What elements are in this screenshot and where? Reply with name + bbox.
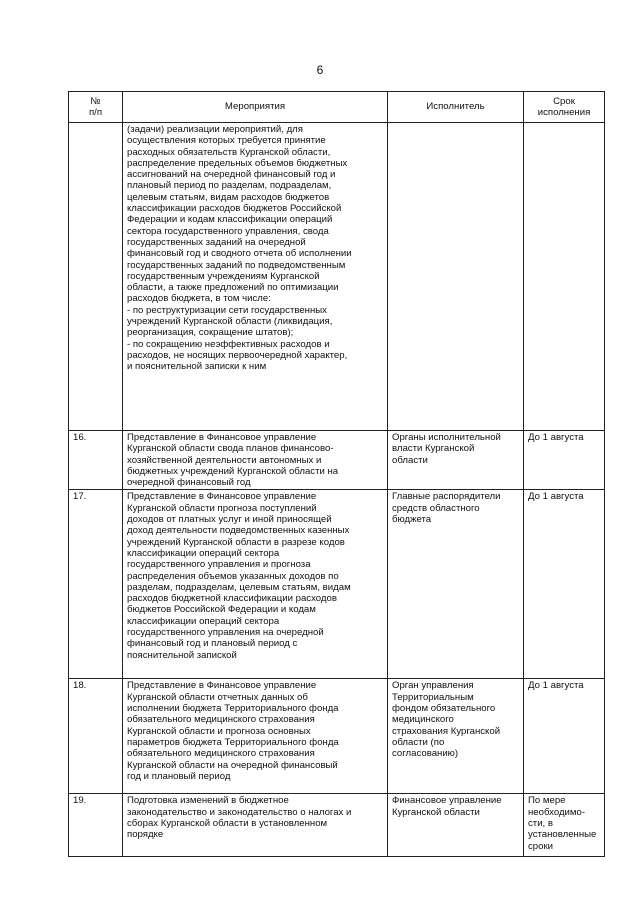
row-deadline: До 1 августа: [524, 490, 605, 679]
header-activity: Мероприятия: [123, 92, 388, 123]
activities-table: [68, 91, 605, 857]
row-activity: Подготовка изменений в бюджетное законодательство и законодательство о налогах и сборах Курганской области в установленном порядке: [123, 794, 388, 857]
table-row: [69, 679, 605, 794]
row-executor: Орган управления Территориальным фондом обязательного медицинского страхования Курганской области (по согласованию): [388, 679, 524, 794]
header-executor: Исполнитель: [388, 92, 524, 123]
row-deadline: По мере необходимо- сти, в установленные сроки: [524, 794, 605, 857]
table-header-row: [69, 92, 605, 123]
header-num: № п/п: [69, 92, 123, 123]
row-num: 19.: [69, 794, 123, 857]
row-activity: (задачи) реализации мероприятий, для осуществления которых требуется принятие расходных обязательств Курганской области, распределение предельных объемов бюджетных ассигнований на очередной финансовый год и плановый период по разделам, подразделам, целевым статьям, видам расходов бюджетов классификации расходов бюджетов Российской Федерации и кодам классификации операций сектора государственного управления, свода государственных заданий на очередной финансовый год и сводного отчета об исполнении государственных заданий по подведомственным государственным учреждениям Курганской области, а также предложений по оптимизации расходов бюджета, в том числе: - по реструктуризации сети государственных учреждений Курганской области (ликвидация, реорганизация, сокращение штатов); - по сокращению неэффективных расходов и расходов, не носящих первоочередной характер, и пояснительной записки к ним: [123, 123, 388, 431]
table-row: [69, 794, 605, 857]
row-deadline: До 1 августа: [524, 679, 605, 794]
table-row: [69, 123, 605, 431]
row-deadline: [524, 123, 605, 431]
table-row: [69, 431, 605, 490]
page-number: 6: [316, 63, 324, 77]
row-activity: Представление в Финансовое управление Курганской области прогноза поступлений доходов от платных услуг и иной приносящей доход деятельности подведомственных казенных учреждений Курганской области в разрезе кодов классификации операций сектора государственного управления и прогноза распределения объемов указанных доходов по разделам, подразделам, целевым статьям, видам расходов бюджетной классификации расходов бюджетов Российской Федерации и кодам классификации операций сектора государственного управления на очередной финансовый год и плановый период с пояснительной запиской: [123, 490, 388, 679]
row-num: 18.: [69, 679, 123, 794]
row-num: [69, 123, 123, 431]
header-deadline: Срок исполнения: [524, 92, 605, 123]
row-executor: Финансовое управление Курганской области: [388, 794, 524, 857]
row-num: 17.: [69, 490, 123, 679]
row-num: 16.: [69, 431, 123, 490]
row-executor: Органы исполнительной власти Курганской области: [388, 431, 524, 490]
row-activity: Представление в Финансовое управление Курганской области отчетных данных об исполнении бюджета Территориального фонда обязательного медицинского страхования Курганской области и прогноза основных параметров бюджета Территориального фонда обязательного медицинского страхования Курганской области на очередной финансовый год и плановый период: [123, 679, 388, 794]
row-deadline: До 1 августа: [524, 431, 605, 490]
row-activity: Представление в Финансовое управление Курганской области свода планов финансово- хозяйственной деятельности автономных и бюджетных учреждений Курганской области на очередной финансовый год: [123, 431, 388, 490]
row-executor: [388, 123, 524, 431]
table-row: [69, 490, 605, 679]
row-executor: Главные распорядители средств областного бюджета: [388, 490, 524, 679]
